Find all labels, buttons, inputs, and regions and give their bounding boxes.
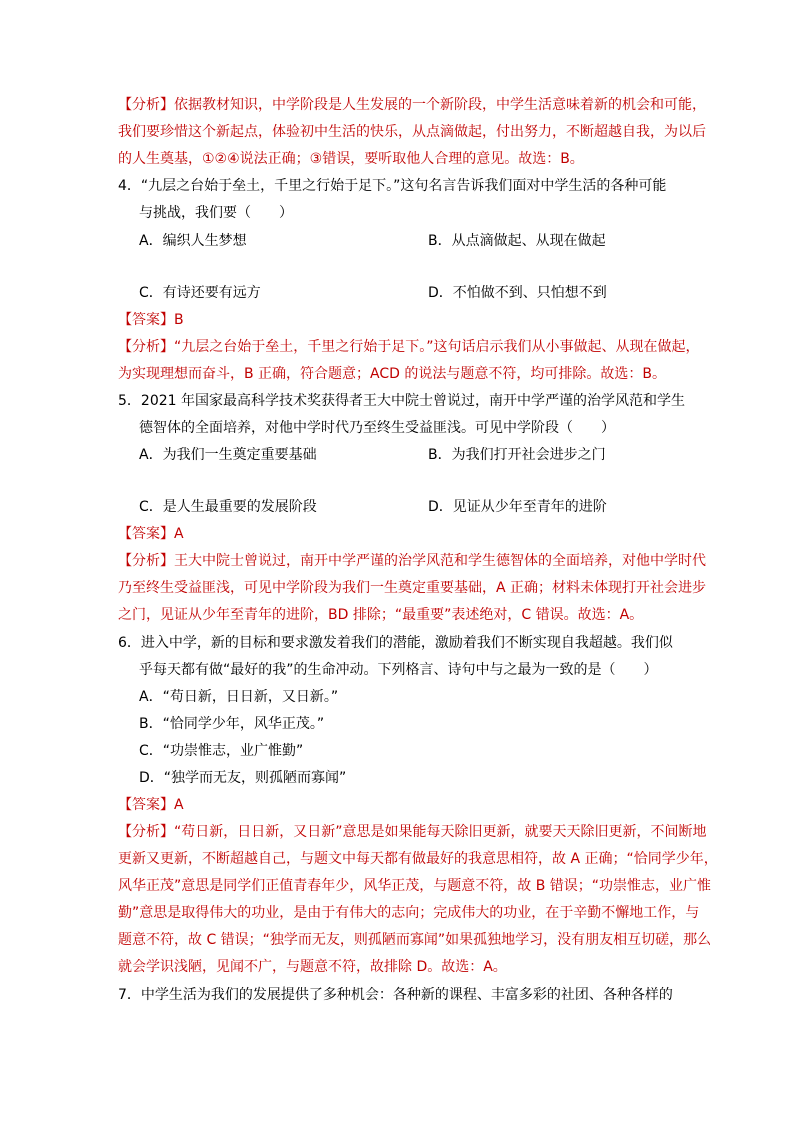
- answer-value: A: [174, 526, 184, 542]
- q5-answer: [118, 525, 184, 543]
- answer-value: A: [174, 797, 184, 813]
- q4-option-b: B．从点滴做起、从现在做起: [428, 233, 606, 249]
- answer-value: B: [174, 312, 184, 328]
- q6-option-d: D．“独学而无友，则孤陋而寡闻”: [139, 770, 347, 786]
- prev-analysis-line-2: 我们要珍惜这个新起点，体验初中生活的快乐，从点滴做起，付出努力，不断超越自我，为以后: [118, 124, 706, 140]
- prev-analysis-line-1: [118, 96, 706, 114]
- q6-option-c: C．“功崇惟志，业广惟勤”: [139, 743, 304, 759]
- analysis-text: 王大中院士曾说过，南开中学严谨的治学风范和学生德智体的全面培养，对他中学时代: [174, 553, 706, 569]
- q5-stem-line-1: 5．2021 年国家最高科学技术奖获得者王大中院士曾说过，南开中学严谨的治学风范和学生: [118, 393, 685, 409]
- q6-analysis-line-1: [118, 823, 707, 841]
- analysis-tag: 【分析】: [118, 339, 174, 355]
- q5-analysis-line-3: 之门，见证从少年至青年的进阶，BD 排除；“最重要”表述绝对，C 错误。故选：A。: [118, 607, 644, 623]
- q4-analysis-line-1: [118, 338, 700, 356]
- q6-analysis-line-5: 题意不符，故 C 错误；“独学而无友，则孤陋而寡闻”如果孤独地学习，没有朋友相互切磋，那么: [118, 932, 712, 948]
- q6-analysis-line-6: 就会学识浅陋，见闻不广，与题意不符，故排除 D。故选：A。: [118, 959, 507, 975]
- q5-option-d: D．见证从少年至青年的进阶: [428, 499, 607, 515]
- q4-option-c: C．有诗还要有远方: [139, 285, 261, 301]
- q6-analysis-line-4: 勤”意思是取得伟大的功业，是由于有伟大的志向；完成伟大的功业，在于辛勤不懈地工作，与: [118, 905, 700, 921]
- q5-option-c: C．是人生最重要的发展阶段: [139, 499, 317, 515]
- q5-analysis-line-1: [118, 552, 706, 570]
- q6-analysis-line-2: 更新又更新，不断超越自己，与题文中每天都有做最好的我意思相符，故 A 正确；“恰同学少年，: [118, 851, 718, 867]
- q5-analysis-line-2: 乃至终生受益匪浅，可见中学阶段为我们一生奠定重要基础，A 正确；材料未体现打开社会进步: [118, 580, 707, 596]
- analysis-tag: 【分析】: [118, 553, 174, 569]
- q4-option-a: A．编织人生梦想: [139, 233, 247, 249]
- q6-answer: [118, 796, 184, 814]
- q5-stem-line-2: 德智体的全面培养，对他中学时代乃至终生受益匪浅。可见中学阶段（ ）: [139, 420, 615, 436]
- q4-stem-line-1: 4．“九层之台始于垒土，千里之行始于足下。”这句名言告诉我们面对中学生活的各种可能: [118, 178, 667, 194]
- q6-stem-line-1: 6．进入中学，新的目标和要求激发着我们的潜能，激励着我们不断实现自我超越。我们似: [118, 635, 673, 651]
- analysis-text: “九层之台始于垒土，千里之行始于足下。”这句话启示我们从小事做起、从现在做起，: [174, 339, 700, 355]
- q4-option-d: D．不怕做不到、只怕想不到: [428, 285, 607, 301]
- prev-analysis-line-3: 的人生奠基，①②④说法正确；③错误，要听取他人合理的意见。故选：B。: [118, 151, 584, 167]
- q6-analysis-line-3: 风华正茂”意思是同学们正值青春年少，风华正茂，与题意不符，故 B 错误；“功崇惟志，业广惟: [118, 878, 712, 894]
- q4-answer: [118, 311, 184, 329]
- q5-option-b: B．为我们打开社会进步之门: [428, 447, 606, 463]
- answer-tag: 【答案】: [118, 312, 174, 328]
- q5-option-a: A．为我们一生奠定重要基础: [139, 447, 317, 463]
- q6-stem-line-2: 乎每天都有做“最好的我”的生命冲动。下列格言、诗句中与之最为一致的是（ ）: [139, 662, 658, 678]
- answer-tag: 【答案】: [118, 526, 174, 542]
- answer-tag: 【答案】: [118, 797, 174, 813]
- q7-stem-line-1: 7．中学生活为我们的发展提供了多种机会：各种新的课程、丰富多彩的社团、各种各样的: [118, 987, 673, 1003]
- q6-option-a: A．“苟日新，日日新，又日新。”: [139, 689, 339, 705]
- q6-option-b: B．“恰同学少年，风华正茂。”: [139, 716, 325, 732]
- analysis-tag: 【分析】: [118, 824, 174, 840]
- analysis-text: 依据教材知识，中学阶段是人生发展的一个新阶段，中学生活意味着新的机会和可能，: [174, 97, 706, 113]
- analysis-text: “苟日新，日日新，又日新”意思是如果能每天除旧更新，就要天天除旧更新，不间断地: [174, 824, 707, 840]
- q4-analysis-line-2: 为实现理想而奋斗，B 正确，符合题意；ACD 的说法与题意不符，均可排除。故选：B。: [118, 366, 666, 382]
- analysis-tag: 【分析】: [118, 97, 174, 113]
- q4-stem-line-2: 与挑战，我们要（ ）: [139, 205, 293, 221]
